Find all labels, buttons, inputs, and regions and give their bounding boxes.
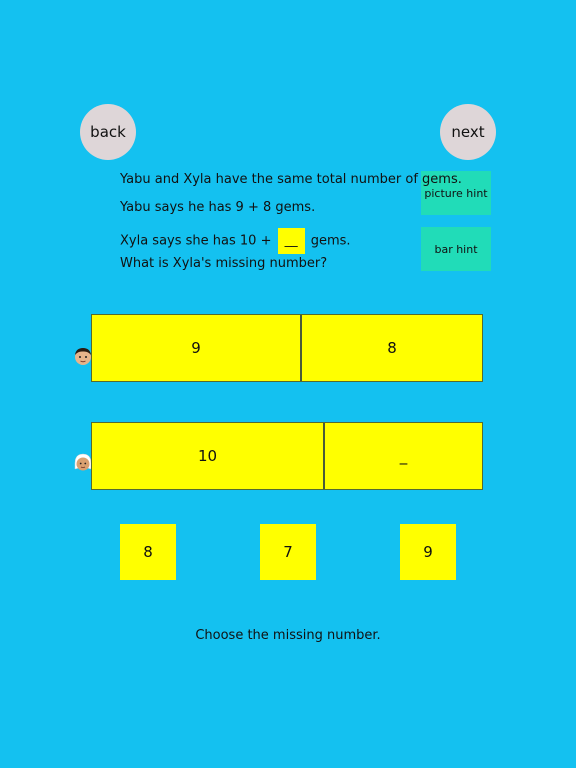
problem-line-3 bbox=[120, 228, 351, 254]
problem-line-2: Yabu says he has 9 + 8 gems. bbox=[120, 200, 316, 215]
yabu-bar-model bbox=[91, 314, 483, 382]
back-button[interactable]: back bbox=[80, 104, 136, 160]
xyla-bar-model bbox=[91, 422, 483, 490]
answer-choice[interactable]: 9 bbox=[400, 524, 456, 580]
missing-number-blank: __ bbox=[278, 228, 305, 254]
answer-choice[interactable]: 8 bbox=[120, 524, 176, 580]
xyla-bar-part-a: 10 bbox=[92, 423, 323, 489]
picture-hint-button[interactable]: picture hint bbox=[421, 171, 491, 215]
bar-hint-button[interactable]: bar hint bbox=[421, 227, 491, 271]
next-button[interactable]: next bbox=[440, 104, 496, 160]
yabu-bar-part-a: 9 bbox=[92, 315, 300, 381]
answer-choice[interactable]: 7 bbox=[260, 524, 316, 580]
problem-line-3-suffix: gems. bbox=[310, 233, 351, 249]
yabu-bar-part-b: 8 bbox=[300, 315, 482, 381]
problem-line-1: Yabu and Xyla have the same total number of gems. bbox=[120, 172, 462, 187]
instruction-text: Choose the missing number. bbox=[195, 628, 381, 643]
problem-question: What is Xyla's missing number? bbox=[120, 256, 328, 271]
xyla-bar-missing-part: _ bbox=[323, 423, 482, 489]
problem-line-3-prefix: Xyla says she has 10 + bbox=[120, 233, 272, 249]
